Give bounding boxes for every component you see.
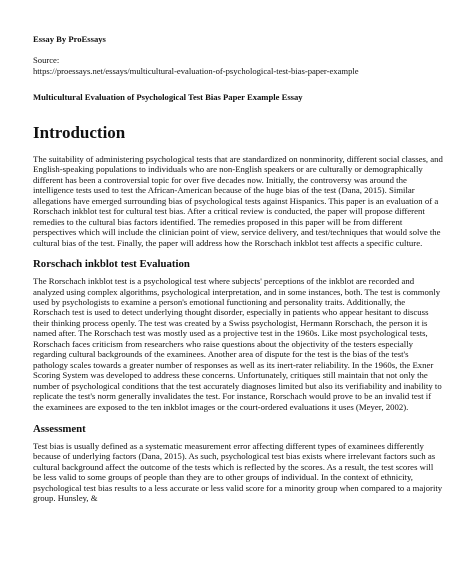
assessment-paragraph: Test bias is usually defined as a systematic measurement error affecting different types of examinees differently because of underlying factors (Dana, 2015). As such, psychological test bias exists where irrelevant factors such as cultural background affect the outcome of the tests which is reflected by the scores. As a result, the test scores will be less valid to some groups of people than they are to other groups of individual. In the context of ethnicity, psychological test bias results to a less accurate or less valid score for a minority group when compared to a majority group. Hunsley, & bbox=[33, 440, 443, 504]
brand-name: Essay By ProEssays bbox=[33, 34, 106, 44]
rorschach-paragraph: The Rorschach inkblot test is a psychological test where subjects' perceptions of the inkblot are recorded and analyzed using complex algorithms, psychological interpretation, and in some instances, both. The test is commonly used by psychologists to examine a person's emotional functioning and personality traits. Additionally, the Rorschach test is used to detect underlying thought disorder, especially in patients who appear hesitant to discuss their thinking process openly. The test was created by a Swiss psychologist, Hermann Rorschach, the person it is named after. The Rorschach test was mostly used as a projective test in the 1960s. Like most psychological tests, Rorschach faces criticism from researchers who raise questions about the objectivity of the testers especially regarding cultural backgrounds of the examinees. Another area of dispute for the test is the bias of the test's pathology scales towards a greater number of responses as well as its inert-rater reliability. In the 1960s, the Exner Scoring System was developed to address these concerns. Unfortunately, critiques still maintain that not only the number of psychological conditions that the test accurately diagnoses limited but also its verifiability and inability to replicate the test's norm generally invalidates the test. For instance, Rorschach would prove to be an invalid test if the examinees are exposed to the ten inkblot images or the court-ordered evaluations it uses (Meyer, 2002). bbox=[33, 276, 442, 412]
document-page bbox=[33, 34, 443, 504]
source-label: Source: bbox=[33, 55, 60, 65]
introduction-paragraph: The suitability of administering psychological tests that are standardized on nonminority, different social classes, and English-speaking populations to individuals who are non-English speakers or are culturally or demographically different has been a controversial topic for over five decades now. Initially, the controversy was around the intelligence tests used to test the African-American because of the huge bias of the test (Dana, 2015). Similar allegations have emerged surrounding bias of psychological tests against Hispanics. This paper is an evaluation of a Rorschach inkblot test for cultural test bias. After a critical review is conducted, the paper will propose different remedies to the cultural bias factors identified. The remedies proposed in this paper will be from different perspectives which will include the clinician point of view, service delivery, and test/techniques that would solve the cultural bias of the test. Finally, the paper will address how the Rorschach inkblot test affects a specific culture. bbox=[33, 154, 443, 248]
assessment-heading: Assessment bbox=[33, 422, 86, 435]
rorschach-heading: Rorschach inkblot test Evaluation bbox=[33, 258, 190, 271]
document-title: Multicultural Evaluation of Psychological Test Bias Paper Example Essay bbox=[33, 92, 303, 102]
introduction-heading: Introduction bbox=[33, 123, 126, 142]
source-url[interactable]: https://proessays.net/essays/multicultural-evaluation-of-psychological-test-bias-paper-example bbox=[33, 65, 359, 76]
